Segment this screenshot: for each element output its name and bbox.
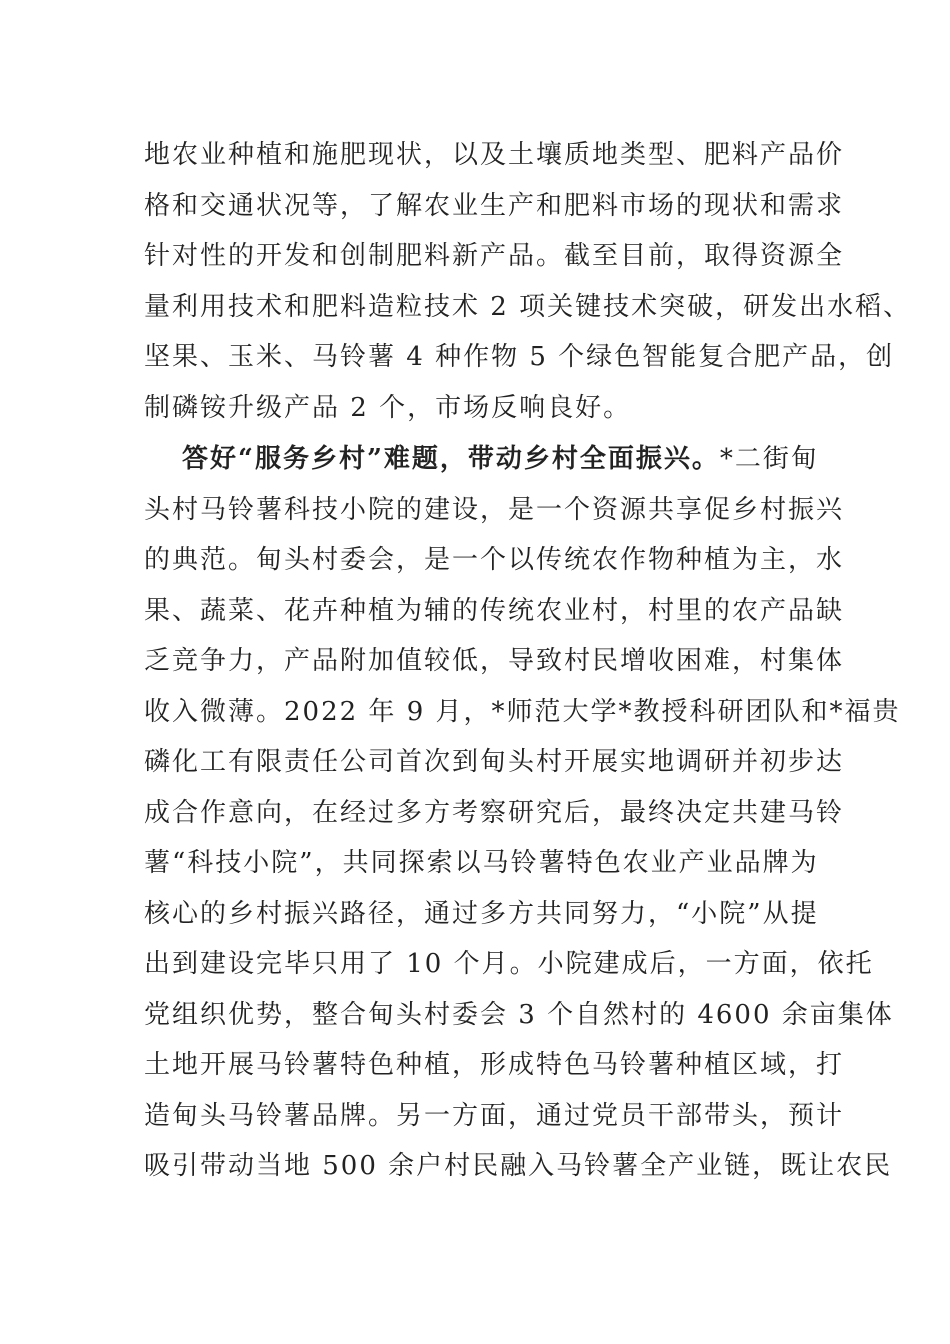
text-line: 出到建设完毕只用了 10 个月。小院建成后，一方面，依托	[144, 949, 874, 979]
text-line: 的典范。甸头村委会，是一个以传统农作物种植为主，水	[144, 545, 845, 575]
text-line: 磷化工有限责任公司首次到甸头村开展实地调研并初步达	[144, 747, 845, 777]
text-line: 果、蔬菜、花卉种植为辅的传统农业村，村里的农产品缺	[144, 595, 845, 626]
paragraph-first-line	[144, 434, 824, 485]
text-line: 乏竞争力，产品附加值较低，导致村民增收困难，村集体	[144, 646, 845, 676]
text-line: 成合作意向，在经过多方考察研究后，最终决定共建马铃	[144, 797, 845, 828]
text-line: 土地开展马铃薯特色种植，形成特色马铃薯种植区域，打	[144, 1050, 845, 1080]
paragraph-resource-utilization	[144, 130, 912, 433]
text-line: 造甸头马铃薯品牌。另一方面，通过党员干部带头，预计	[144, 1100, 845, 1131]
text-line: 吸引带动当地 500 余户村民融入马铃薯全产业链，既让农民	[144, 1151, 893, 1181]
text-line: 党组织优势，整合甸头村委会 3 个自然村的 4600 余亩集体	[144, 999, 894, 1030]
text-line: 制磷铵升级产品 2 个，市场反响良好。	[144, 392, 632, 423]
text-line: 格和交通状况等，了解农业生产和肥料市场的现状和需求	[144, 190, 845, 221]
text-line: 薯“科技小院”，共同探索以马铃薯特色农业产业品牌为	[144, 848, 819, 878]
text-line: 头村马铃薯科技小院的建设，是一个资源共享促乡村振兴	[144, 494, 845, 525]
text-line: 地农业种植和施肥现状，以及土壤质地类型、肥料产品价	[144, 140, 845, 170]
text-line: 针对性的开发和创制肥料新产品。截至目前，取得资源全	[144, 241, 845, 271]
text-line: 坚果、玉米、马铃薯 4 种作物 5 个绿色智能复合肥产品，创	[144, 342, 895, 372]
text-fragment: *二街甸	[719, 444, 819, 474]
text-line: 收入微薄。2022 年 9 月，*师范大学*教授科研团队和*福贵	[144, 696, 901, 727]
text-line: 量利用技术和肥料造粒技术 2 项关键技术突破，研发出水稻、	[144, 291, 912, 322]
paragraph-rural-service	[144, 434, 901, 1192]
paragraph-heading: 答好“服务乡村”难题，带动乡村全面振兴。	[182, 444, 720, 474]
text-line: 核心的乡村振兴路径，通过多方共同努力，“小院”从提	[144, 898, 819, 929]
